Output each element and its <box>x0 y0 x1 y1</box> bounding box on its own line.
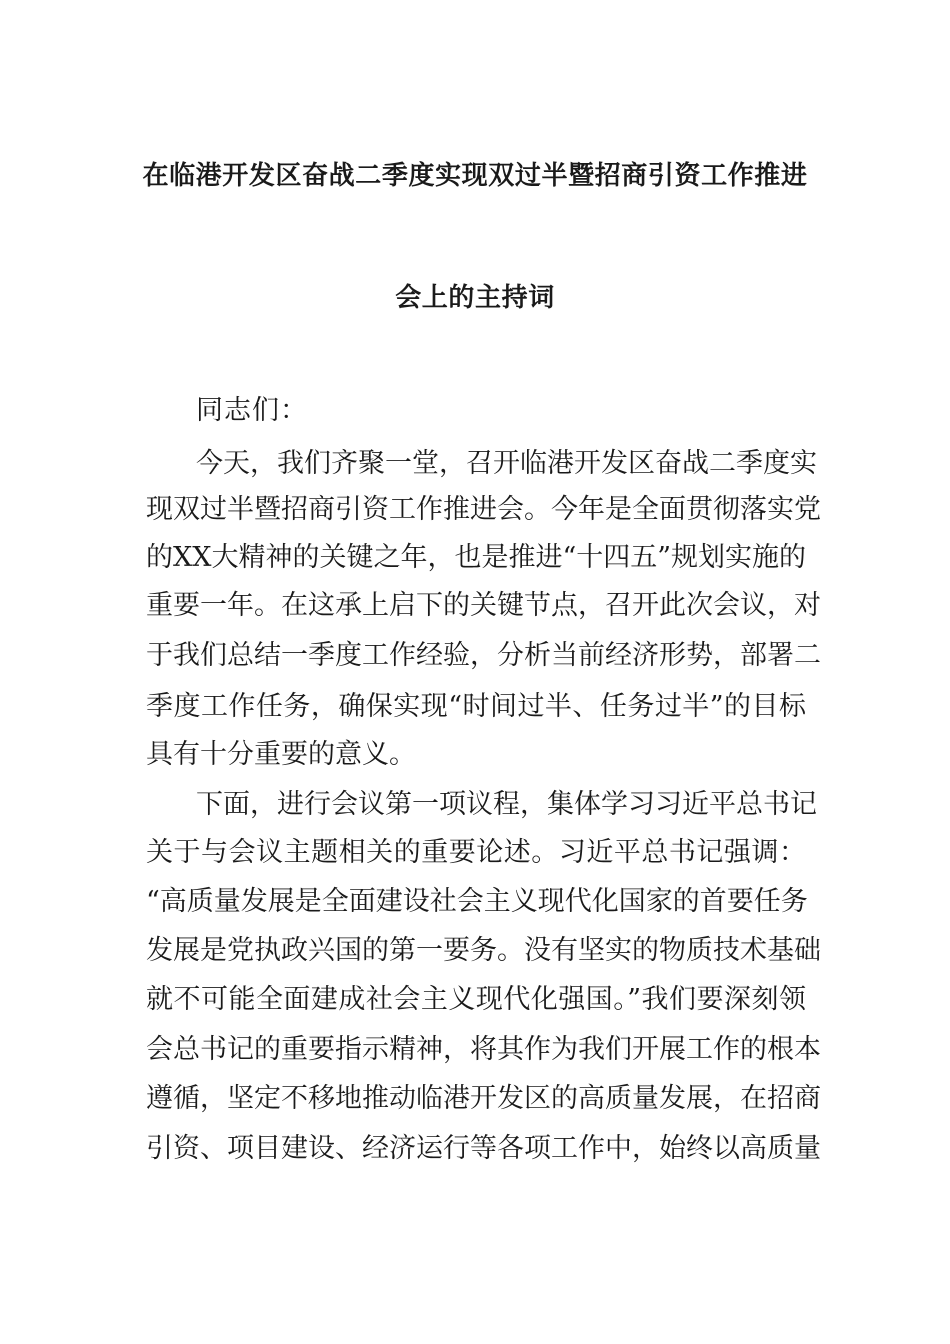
paragraph-2-line: 引资、项目建设、经济运行等各项工作中，始终以高质量 <box>146 1133 821 1164</box>
paragraph-2-line: 就不可能全面建成社会主义现代化强国。”我们要深刻领 <box>146 984 806 1015</box>
paragraph-1-line: 于我们总结一季度工作经验，分析当前经济形势，部署二 <box>146 640 821 671</box>
paragraph-1-line: 具有十分重要的意义。 <box>146 739 416 770</box>
paragraph-1-line: 今天，我们齐聚一堂，召开临港开发区奋战二季度实 <box>196 448 817 479</box>
paragraph-2-line: “高质量发展是全面建设社会主义现代化国家的首要任务 <box>146 886 808 917</box>
paragraph-1-line: 现双过半暨招商引资工作推进会。今年是全面贯彻落实党 <box>146 494 821 525</box>
document-title-line-1: 在临港开发区奋战二季度实现双过半暨招商引资工作推进 <box>142 161 808 191</box>
salutation: 同志们： <box>196 395 308 426</box>
paragraph-2-line: 会总书记的重要指示精神，将其作为我们开展工作的根本 <box>146 1034 821 1065</box>
paragraph-2-line: 下面，进行会议第一项议程，集体学习习近平总书记 <box>196 789 817 820</box>
document-title-line-2: 会上的主持词 <box>395 283 555 313</box>
paragraph-2-line: 发展是党执政兴国的第一要务。没有坚实的物质技术基础 <box>146 935 821 966</box>
paragraph-2-line: 关于与会议主题相关的重要论述。习近平总书记强调： <box>146 837 806 868</box>
paragraph-1-line: 的XX大精神的关键之年，也是推进“十四五”规划实施的 <box>146 542 807 573</box>
paragraph-1-line: 重要一年。在这承上启下的关键节点，召开此次会议，对 <box>146 590 821 621</box>
paragraph-1-line: 季度工作任务，确保实现“时间过半、任务过半”的目标 <box>146 691 806 722</box>
paragraph-2-line: 遵循，坚定不移地推动临港开发区的高质量发展，在招商 <box>146 1083 821 1114</box>
